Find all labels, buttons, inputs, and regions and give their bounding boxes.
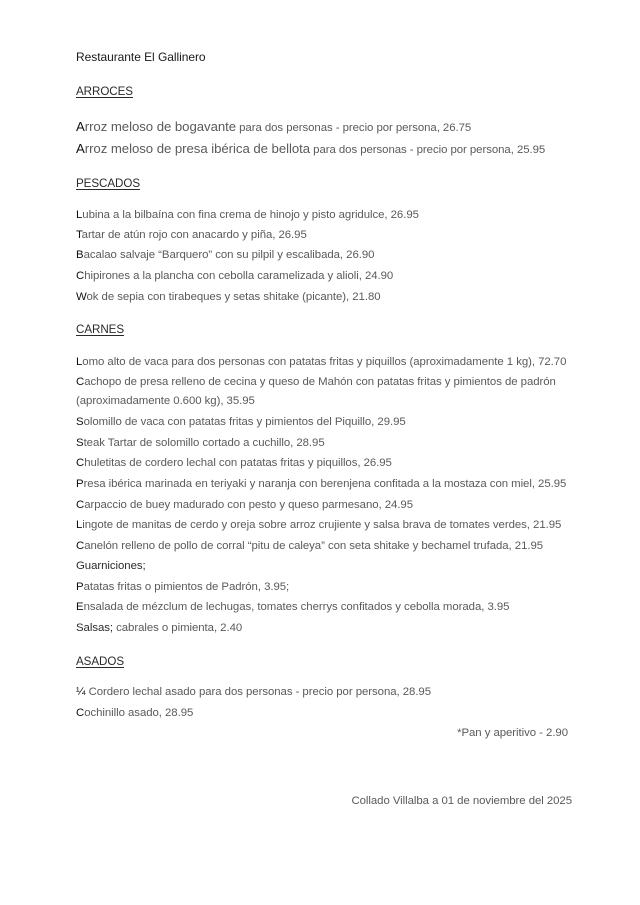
item-initial: S bbox=[76, 437, 84, 449]
menu-item bbox=[76, 142, 545, 157]
item-initial: A bbox=[76, 141, 85, 156]
menu-item bbox=[76, 248, 374, 262]
menu-item bbox=[76, 355, 566, 369]
item-text: teak Tartar de solomillo cortado a cuchillo, 28.95 bbox=[83, 437, 325, 449]
menu-item bbox=[76, 706, 193, 720]
menu-item-continuation: (aproximadamente 0.600 kg), 35.95 bbox=[76, 395, 255, 407]
item-text: omo alto de vaca para dos personas con patatas fritas y piquillos (aproximadamente 1 kg), 72.70 bbox=[82, 356, 567, 368]
guarniciones-label: Guarniciones; bbox=[76, 560, 146, 572]
item-initial: P bbox=[76, 478, 84, 490]
item-text: acalao salvaje “Barquero” con su pilpil y escalibada, 26.90 bbox=[83, 249, 375, 261]
item-name: rroz meloso de presa ibérica de bellota bbox=[84, 141, 311, 156]
item-detail: para dos personas - precio por persona, 26.75 bbox=[236, 122, 472, 134]
restaurant-title: Restaurante El Gallinero bbox=[76, 50, 206, 64]
item-text: hipirones a la plancha con cebolla caramelizada y alioli, 24.90 bbox=[84, 270, 394, 282]
menu-item bbox=[76, 539, 543, 553]
bread-footnote: *Pan y aperitivo - 2.90 bbox=[457, 727, 568, 739]
item-initial: E bbox=[76, 601, 84, 613]
section-heading-arroces: ARROCES bbox=[76, 85, 133, 98]
item-text: anelón relleno de pollo de corral “pitu de caleya” con seta shitake y bechamel trufada, 21.95 bbox=[84, 540, 544, 552]
menu-item bbox=[76, 290, 381, 304]
menu-item bbox=[76, 269, 393, 283]
menu-item bbox=[76, 228, 307, 242]
item-initial: T bbox=[76, 229, 82, 241]
menu-item bbox=[76, 498, 413, 512]
item-initial: C bbox=[76, 270, 85, 282]
item-initial: L bbox=[76, 356, 83, 368]
menu-item bbox=[76, 208, 419, 222]
item-text: ingote de manitas de cerdo y oreja sobre arroz crujiente y salsa brava de tomates verdes, 21.95 bbox=[82, 519, 562, 531]
section-heading-pescados: PESCADOS bbox=[76, 177, 141, 190]
item-initial: C bbox=[76, 707, 85, 719]
menu-item bbox=[76, 120, 471, 135]
menu-item bbox=[76, 456, 392, 470]
salsas-label: Salsas; bbox=[76, 622, 114, 634]
item-text: achopo de presa relleno de cecina y queso de Mahón con patatas fritas y pimientos de padrón bbox=[84, 376, 556, 388]
item-initial: P bbox=[76, 581, 84, 593]
item-text: nsalada de mézclum de lechugas, tomates cherrys confitados y cebolla morada, 3.95 bbox=[83, 601, 510, 613]
item-text: resa ibérica marinada en teriyaki y naranja con berenjena confitada a la mostaza con miel, 25.95 bbox=[83, 478, 567, 490]
menu-item bbox=[76, 600, 509, 614]
item-initial: S bbox=[76, 416, 84, 428]
section-heading-asados: ASADOS bbox=[76, 655, 125, 668]
menu-item bbox=[76, 375, 556, 389]
item-text: Cordero lechal asado para dos personas - precio por persona, 28.95 bbox=[85, 686, 431, 698]
item-detail: para dos personas - precio por persona, 25.95 bbox=[310, 144, 546, 156]
menu-item bbox=[76, 580, 289, 594]
place-date: Collado Villalba a 01 de noviembre del 2025 bbox=[351, 795, 572, 807]
menu-item bbox=[76, 518, 561, 532]
item-text: artar de atún rojo con anacardo y piña, 26.95 bbox=[81, 229, 307, 241]
item-name: rroz meloso de bogavante bbox=[84, 119, 237, 134]
item-initial: ¼ bbox=[76, 686, 86, 698]
section-heading-carnes: CARNES bbox=[76, 323, 125, 336]
menu-item bbox=[76, 415, 406, 429]
item-initial: C bbox=[76, 457, 85, 469]
item-initial: B bbox=[76, 249, 84, 261]
item-text: olomillo de vaca con patatas fritas y pimientos del Piquillo, 29.95 bbox=[83, 416, 406, 428]
menu-item bbox=[76, 685, 431, 699]
item-initial: A bbox=[76, 119, 85, 134]
item-initial: C bbox=[76, 540, 85, 552]
item-initial: C bbox=[76, 376, 85, 388]
item-text: atatas fritas o pimientos de Padrón, 3.95; bbox=[83, 581, 290, 593]
menu-item bbox=[76, 436, 325, 450]
item-text: huletitas de cordero lechal con patatas fritas y piquillos, 26.95 bbox=[84, 457, 392, 469]
item-text: ok de sepia con tirabeques y setas shitake (picante), 21.80 bbox=[86, 291, 381, 303]
item-text: ubina a la bilbaína con fina crema de hinojo y pisto agridulce, 26.95 bbox=[82, 209, 419, 221]
item-text: ochinillo asado, 28.95 bbox=[84, 707, 194, 719]
item-initial: W bbox=[76, 291, 87, 303]
item-initial: C bbox=[76, 499, 85, 511]
salsas-line bbox=[76, 621, 242, 635]
item-initial: L bbox=[76, 209, 83, 221]
item-text: arpaccio de buey madurado con pesto y queso parmesano, 24.95 bbox=[84, 499, 414, 511]
salsas-text: cabrales o pimienta, 2.40 bbox=[113, 622, 243, 634]
item-initial: L bbox=[76, 519, 83, 531]
menu-item bbox=[76, 477, 566, 491]
